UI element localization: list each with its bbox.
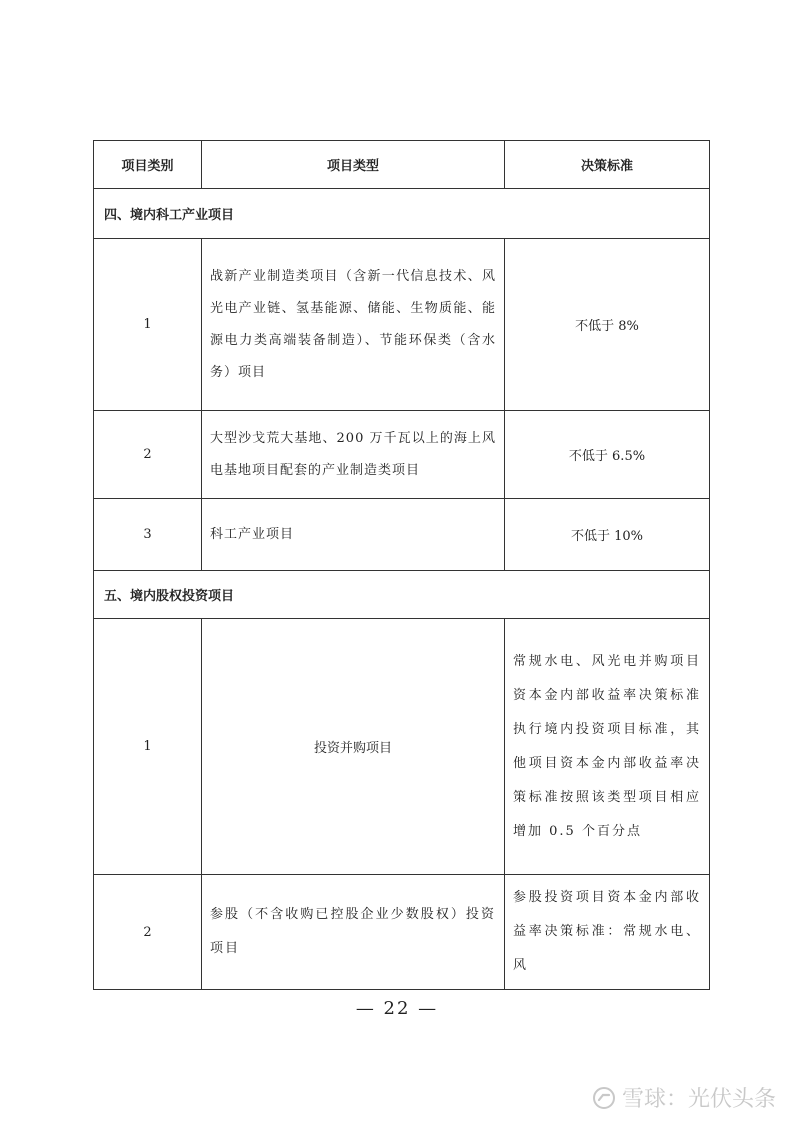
table-row <box>94 875 710 990</box>
header-row <box>94 141 710 189</box>
header-type: 项目类型 <box>202 141 505 189</box>
watermark-text: 雪球：光伏头条 <box>621 1087 776 1112</box>
section-title-5: 五、境内股权投资项目 <box>94 571 710 619</box>
project-type: 大型沙戈荒大基地、200 万千瓦以上的海上风电基地项目配套的产业制造类项目 <box>202 411 505 499</box>
section-row <box>94 571 710 619</box>
table-row <box>94 239 710 411</box>
decision-criteria: 不低于 8% <box>505 239 710 411</box>
table-row <box>94 411 710 499</box>
decision-criteria: 参股投资项目资本金内部收益率决策标准：常规水电、风 <box>505 875 710 990</box>
row-number: 3 <box>94 499 202 571</box>
decision-criteria: 不低于 6.5% <box>505 411 710 499</box>
project-type: 科工产业项目 <box>202 499 505 571</box>
table-row <box>94 499 710 571</box>
project-type: 投资并购项目 <box>202 619 505 875</box>
project-type: 战新产业制造类项目（含新一代信息技术、风光电产业链、氢基能源、储能、生物质能、能源电力类高端装备制造）、节能环保类（含水务）项目 <box>202 239 505 411</box>
decision-criteria-table <box>93 140 710 990</box>
project-type: 参股（不含收购已控股企业少数股权）投资项目 <box>202 875 505 990</box>
decision-criteria: 不低于 10% <box>505 499 710 571</box>
row-number: 2 <box>94 875 202 990</box>
row-number: 1 <box>94 619 202 875</box>
row-number: 1 <box>94 239 202 411</box>
section-row <box>94 189 710 239</box>
snowball-logo-icon <box>592 1086 616 1110</box>
watermark <box>592 1082 776 1113</box>
row-number: 2 <box>94 411 202 499</box>
table-row <box>94 619 710 875</box>
header-criteria: 决策标准 <box>505 141 710 189</box>
section-title-4: 四、境内科工产业项目 <box>94 189 710 239</box>
page-number: — 22 — <box>355 998 439 1019</box>
header-category: 项目类别 <box>94 141 202 189</box>
decision-criteria: 常规水电、风光电并购项目资本金内部收益率决策标准执行境内投资项目标准，其他项目资本金内部收益率决策标准按照该类型项目相应增加 0.5 个百分点 <box>505 619 710 875</box>
